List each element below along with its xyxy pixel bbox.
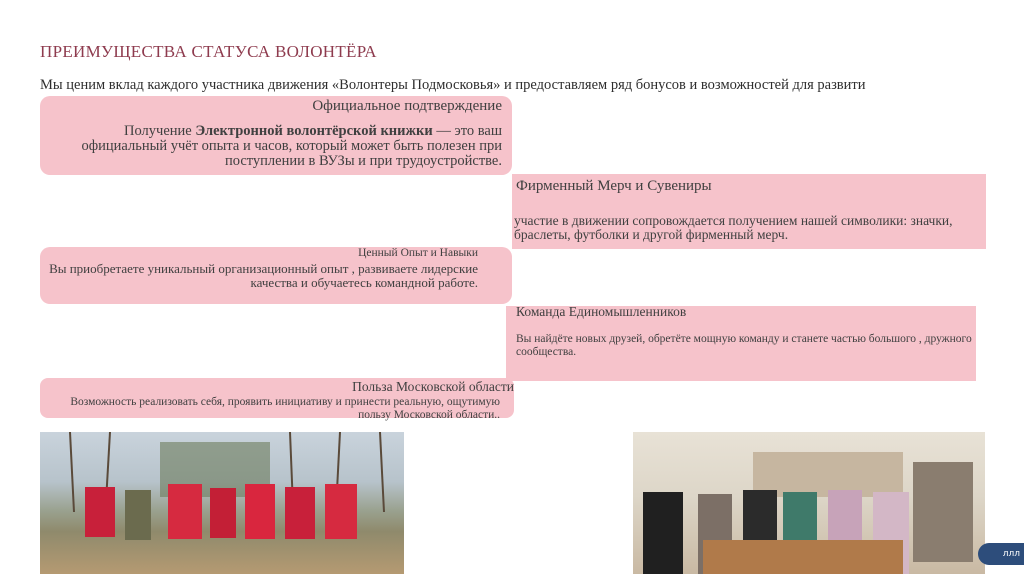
card-merch xyxy=(512,174,986,249)
card-text: Вы найдёте новых друзей, обретёте мощную команду и станете частью большого , дружного сообщества. xyxy=(516,333,972,358)
card-text-bold: Электронной волонтёрской книжки xyxy=(195,123,433,139)
card-text: участие в движении сопровождается получением нашей символики: значки, браслеты, футболки и другой фирменный мерч. xyxy=(514,213,953,242)
card-heading: Ценный Опыт и Навыки xyxy=(358,247,478,259)
card-team xyxy=(506,306,976,381)
card-text-post: — это ваш официальный учёт опыта и часов, который может быть полезен при поступлении в ВУЗы и при трудоустройстве. xyxy=(81,123,502,169)
volunteers-forest-photo xyxy=(40,432,404,574)
forest-scene xyxy=(40,432,404,574)
card-text: Вы приобретаете уникальный организационный опыт , развиваете лидерские качества и обучаетесь командной работе. xyxy=(49,261,478,290)
card-heading: Официальное подтверждение xyxy=(312,98,502,114)
volunteers-workshop-photo xyxy=(633,432,985,574)
card-experience xyxy=(40,247,512,304)
card-heading: Фирменный Мерч и Сувениры xyxy=(516,178,712,194)
card-text xyxy=(42,124,502,169)
page-title: ПРЕИМУЩЕСТВА СТАТУСА ВОЛОНТЁРА xyxy=(40,42,377,61)
card-text: Возможность реализовать себя, проявить инициативу и принести реальную, ощутимую пользу Московской области.. xyxy=(70,396,500,421)
intro-text: Мы ценим вклад каждого участника движения «Волонтеры Подмосковья» и предоставляем ряд бонусов и возможностей для развити xyxy=(40,77,866,93)
workshop-scene xyxy=(633,432,985,574)
brand-logo: ллл xyxy=(978,543,1024,565)
card-official-confirmation xyxy=(40,96,512,175)
card-heading: Команда Единомышленников xyxy=(516,304,687,319)
card-heading: Польза Московской области xyxy=(352,379,514,394)
card-region-benefit xyxy=(40,378,514,421)
card-text-pre: Получение xyxy=(124,123,196,139)
